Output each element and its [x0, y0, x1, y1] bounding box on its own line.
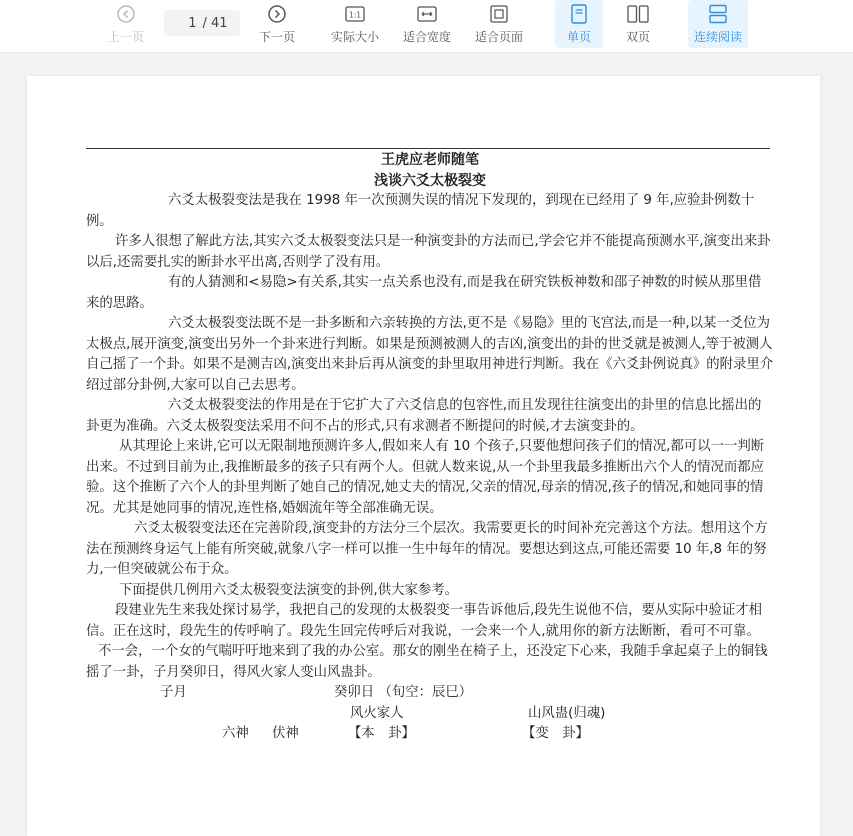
fit-page-button[interactable]: [472, 0, 526, 48]
svg-text:1:1: 1:1: [348, 10, 362, 20]
fit-page-label: 适合页面: [474, 30, 523, 44]
paragraph: 六爻太极裂变法还在完善阶段,演变卦的方法分三个层次。我需要更长的时间补充完善这个方法。想用这个方法在预测终身运气上能有所突破,就象八字一样可以推一生中每年的情况。要想达到这点,可能还需要 10 年,8 年的努力,一但突破就公布于众。: [86, 521, 768, 577]
date-day: 癸卯日 （旬空：辰巳）: [334, 685, 473, 700]
col-fushen: 伏神: [272, 726, 299, 741]
changed-hexagram-tag: 【变 卦】: [522, 726, 589, 741]
paragraph: 有的人猜测和<易隐>有关系,其实一点关系也没有,而是我在研究铁板神数和邵子神数的时候从那里借来的思路。: [86, 275, 762, 311]
actual-size-icon: [344, 3, 366, 25]
paragraph: 从其理论上来讲,它可以无限制地预测许多人,假如来人有 10 个孩子,只要他想问孩子们的情况,都可以一一判断出来。不过到目前为止,我推断最多的孩子只有两个人。但就人数来说,从一个卦里我最多推断出六个人的情况而都应验。这个推断了六个人的卦里判断了她自己的情况,她丈夫的情况,父亲的情况,母亲的情况,孩子的情况,和她同事的情况。尤其是她同事的情况,连性格,婚姻流年等全部准确无误。: [86, 439, 765, 516]
date-month: 子月: [160, 685, 187, 700]
document-heading: 王虎应老师随笔: [381, 152, 479, 168]
next-page-label: 下一页: [258, 30, 295, 44]
double-page-button[interactable]: [614, 0, 662, 48]
actual-size-button[interactable]: [328, 0, 382, 48]
changed-hexagram-name: 山风蛊(归魂): [528, 705, 606, 721]
toolbar: [0, 0, 853, 53]
prev-page-button[interactable]: [104, 0, 148, 48]
paragraph: 六爻太极裂变法的作用是在于它扩大了六爻信息的包容性,而且发现往往演变出的卦里的信息比摇出的卦更为准确。六爻太极裂变法采用不问不占的形式,只有求测者不断提问的时候,才去演变卦的。: [86, 398, 762, 434]
continuous-reading-button[interactable]: [688, 0, 748, 48]
continuous-reading-label: 连续阅读: [693, 30, 742, 44]
main-hexagram-name: 风火家人: [350, 705, 404, 721]
fit-width-icon: [416, 3, 438, 25]
chevron-left-circle-icon: [115, 3, 137, 25]
next-page-button[interactable]: [255, 0, 299, 48]
paragraph: 六爻太极裂变法既不是一卦多断和六亲转换的方法,更不是《易隐》里的飞宫法,而是一种,以某一爻位为太极点,展开演变,演变出另外一个卦来进行判断。如果是预测被测人的吉凶,演变出的卦的世爻就是被测人,等于被测人自己摇了一个卦。如果不是测吉凶,演变出来卦后再从演变的卦里取用神进行判断。我在《六爻卦例说真》的附录里介绍过部分卦例,大家可以自己去思考。: [86, 316, 774, 393]
hexagram-name-row: [86, 704, 774, 725]
page-number-input[interactable]: [176, 16, 196, 31]
single-page-button[interactable]: [555, 0, 603, 48]
page-indicator: [164, 10, 240, 36]
fit-width-label: 适合宽度: [402, 30, 451, 44]
page-total: / 41: [202, 15, 228, 31]
double-page-icon: [627, 3, 649, 25]
paragraph: 六爻太极裂变法是我在 1998 年一次预测失误的情况下发现的，到现在已经用了 9 年,应验卦例数十例。: [86, 193, 755, 229]
document-body: [86, 150, 774, 745]
actual-size-label: 实际大小: [330, 30, 379, 44]
single-page-label: 单页: [566, 30, 591, 44]
paragraph: 下面提供几例用六爻太极裂变法演变的卦例,供大家参考。: [119, 582, 459, 598]
date-row: [86, 683, 774, 704]
paragraph: 许多人很想了解此方法,其实六爻太极裂变法只是一种演变卦的方法而已,学会它并不能提高预测水平,演变出来卦以后,还需要扎实的断卦水平出离,否则学了没有用。: [86, 234, 771, 270]
main-hexagram-tag: 【本 卦】: [348, 726, 415, 741]
fit-page-icon: [488, 3, 510, 25]
chevron-right-circle-icon: [266, 3, 288, 25]
double-page-label: 双页: [625, 30, 650, 44]
single-page-icon: [568, 3, 590, 25]
document-subheading: 浅谈六爻太极裂变: [374, 172, 486, 189]
hexagram-header-row: [86, 724, 774, 745]
col-liushen: 六神: [222, 726, 249, 741]
paragraph: 不一会，一个女的气喘吁吁地来到了我的办公室。那女的刚坐在椅子上，还没定下心来，我随手拿起桌子上的铜钱摇了一卦，子月癸卯日，得风火家人变山风蛊卦。: [86, 644, 768, 680]
paragraph: 段建业先生来我处探讨易学，我把自己的发现的太极裂变一事告诉他后,段先生说他不信，要从实际中验证才相信。正在这时，段先生的传呼响了。段先生回完传呼后对我说，一会来一个人,就用你的新方法断断，看可不可靠。: [86, 603, 763, 639]
prev-page-label: 上一页: [107, 30, 144, 44]
fit-width-button[interactable]: [400, 0, 454, 48]
header-rule: [86, 148, 770, 149]
continuous-scroll-icon: [707, 3, 729, 25]
